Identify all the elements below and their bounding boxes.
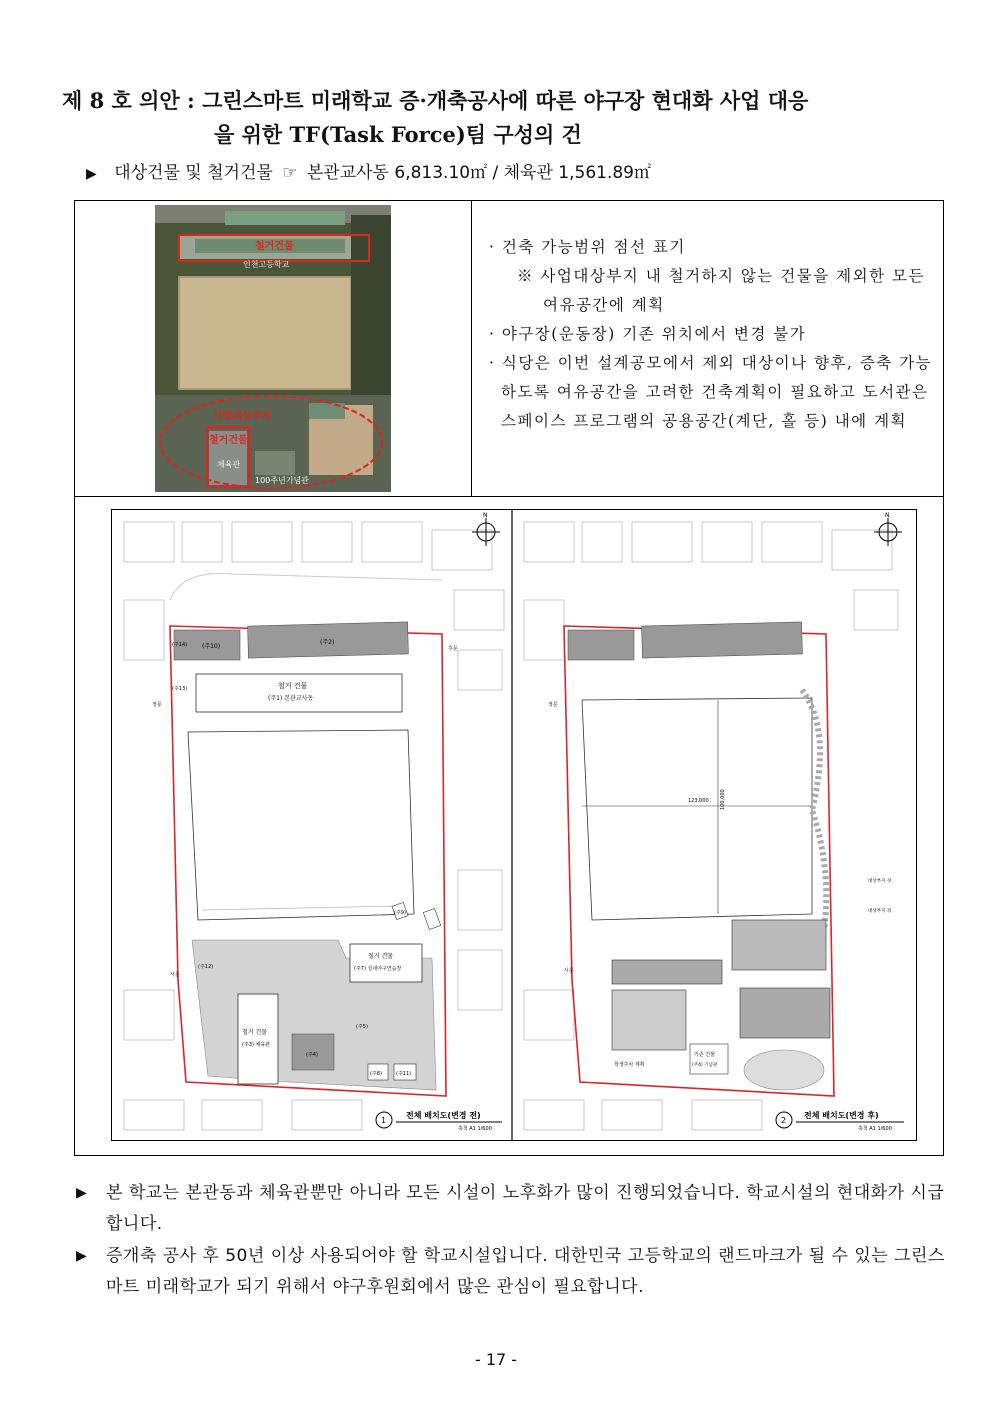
plan-after-scale: 축척 A1 1/600 xyxy=(858,1126,892,1132)
note-item-1-sub: ※ 사업대상부지 내 철거하지 않는 건물을 제외한 모든 여유공간에 계획 xyxy=(517,267,925,314)
aerial-hall-label: 100주년기념관 xyxy=(255,476,309,485)
plan-before-scale: 축척 A1 1/600 xyxy=(458,1126,492,1132)
plan-before xyxy=(124,512,504,1132)
plan-before-ju9-label: (주9) xyxy=(394,910,406,916)
plan-before-indoor-practice-sub: (주7) 실내야구연습장 xyxy=(354,966,402,972)
plan-before-ju14-label: (주14) xyxy=(172,642,188,648)
pointing-hand-icon: ☞ xyxy=(282,163,298,183)
plan-before-main-building-label: 철거 건물 xyxy=(278,682,308,690)
bullet-triangle-icon: ▶ xyxy=(76,1248,87,1264)
agenda-title xyxy=(62,84,942,152)
plan-after-number: 2 xyxy=(781,1116,787,1125)
plan-after-west-gate-label: 서문 xyxy=(564,968,574,974)
aerial-gym-label: 체육관 xyxy=(217,460,241,469)
plan-after-existing-building-sub: (주4) 기념관 xyxy=(692,1063,718,1068)
plan-after-right-note-2: 대상부지 경 xyxy=(868,909,892,914)
plan-after-right-note-1: 대상부지 경 xyxy=(868,879,892,884)
target-buildings-line xyxy=(86,160,651,187)
plan-after xyxy=(524,512,904,1132)
plan-before-main-building-sub: (주1) 본관교사동 xyxy=(268,695,314,702)
plan-after-north-label: N xyxy=(885,512,890,519)
aerial-school-name-label: 인천고등학교 xyxy=(243,260,290,269)
page-number: - 17 - xyxy=(474,1350,518,1369)
plan-before-gym-sub: (주3) 체육관 xyxy=(242,1042,270,1048)
plan-before-ju2-label: (주2) xyxy=(320,639,335,646)
aerial-demolition-top-label: 철거건물 xyxy=(255,241,294,252)
design-notes xyxy=(485,233,935,436)
plan-after-dim-height: 100,000 xyxy=(720,789,726,810)
plan-after-caption: 전체 배치도(변경 후) xyxy=(804,1111,879,1120)
aerial-photo xyxy=(155,205,391,492)
plan-before-west-gate-label: 서문 xyxy=(170,972,180,978)
plan-before-ju4-label: (주4) xyxy=(306,1052,318,1058)
plan-before-main-gate-label: 정문 xyxy=(152,702,162,708)
target-area-value: 본관교사동 6,813.10㎡ / 체육관 1,561.89㎡ xyxy=(306,163,651,183)
aerial-demolition-bottom-label: 철거건물 xyxy=(209,435,248,446)
plan-before-north-label: N xyxy=(483,512,488,519)
plan-before-ju12-label: (주12) xyxy=(198,964,214,970)
plan-before-number: 1 xyxy=(381,1116,387,1125)
plan-before-caption: 전체 배치도(변경 전) xyxy=(406,1111,481,1120)
paragraph-1 xyxy=(76,1178,946,1240)
plan-before-ju5-label: (주5) xyxy=(356,1024,368,1030)
bullet-triangle-icon: ▶ xyxy=(86,166,97,182)
plan-after-dim-width: 123,000 xyxy=(688,798,709,804)
plan-after-main-gate-label: 정문 xyxy=(548,702,558,708)
site-info-frame xyxy=(74,200,944,1156)
plan-before-ju11-label: (주11) xyxy=(396,1071,412,1077)
plan-before-indoor-practice-label: 철거 건물 xyxy=(368,953,394,960)
paragraph-2-text: 증개축 공사 후 50년 이상 사용되어야 할 학교시설입니다. 대한민국 고등학교의 랜드마크가 될 수 있는 그린스마트 미래학교가 되기 위해서 야구후원회에서 많은 관심이 필요합니다. xyxy=(106,1246,945,1297)
plan-after-existing-building-label: 기존 건물 xyxy=(694,1052,715,1058)
note-item-3: · 식당은 이번 설계공모에서 제외 대상이나 향후, 증축 가능하도록 여유공간을 고려한 건축계획이 필요하고 도서관은 스페이스 프로그램의 공용공간(계단, 홀 등) 내에 계획 xyxy=(489,354,933,430)
target-label: 대상건물 및 철거건물 xyxy=(114,163,273,183)
plan-before-gym-label: 철거 건물 xyxy=(242,1029,268,1036)
aerial-site-label: 사업대상부지 xyxy=(213,411,271,422)
agenda-title-line2: 을 위한 TF(Task Force)팀 구성의 건 xyxy=(214,122,582,147)
frame-divider-horizontal xyxy=(75,496,943,497)
note-item-2: · 야구장(운동장) 기존 위치에서 변경 불가 xyxy=(489,325,807,343)
agenda-title-line1: 제 8 호 의안 : 그린스마트 미래학교 증·개축공사에 따른 야구장 현대화 사업 대응 xyxy=(62,88,809,113)
note-item-1: · 건축 가능범위 점선 표기 xyxy=(489,238,686,256)
paragraph-1-text: 본 학교는 본관동과 체육관뿐만 아니라 모든 시설이 노후화가 많이 진행되었습니다. 학교시설의 현대화가 시급합니다. xyxy=(106,1183,945,1234)
paragraph-2 xyxy=(76,1241,946,1303)
bullet-triangle-icon: ▶ xyxy=(76,1185,87,1201)
frame-divider-vertical xyxy=(471,201,472,496)
plan-before-ju13-label: (주13) xyxy=(172,686,188,692)
site-plans xyxy=(111,509,917,1141)
plan-before-ju10-label: (주10) xyxy=(202,643,221,650)
plan-before-back-gate-label: 후문 xyxy=(448,646,458,652)
plan-after-new-wing-label: 학생주차 계획 xyxy=(614,1062,645,1068)
plan-before-ju8-label: (주8) xyxy=(370,1071,382,1077)
